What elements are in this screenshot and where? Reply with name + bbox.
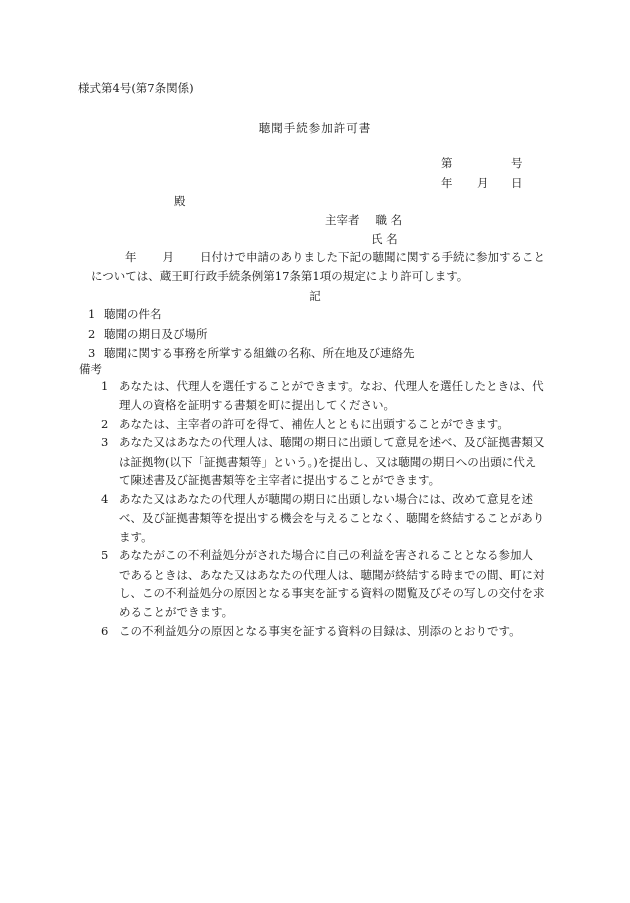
notes-heading: 備考	[79, 362, 102, 376]
addressee-suffix: 殿	[174, 194, 186, 208]
note-text: あなたは、代理人を選任することができます。なお、代理人を選任したときは、代	[119, 379, 544, 393]
note-line	[119, 567, 545, 583]
note-text: あなた又はあなたの代理人が聴聞の期日に出頭しない場合には、改めて意見を述	[119, 492, 533, 506]
note-line	[101, 378, 544, 394]
list-item: 1 聴聞の件名	[88, 307, 162, 321]
note-text: であるときは、あなた又はあなたの代理人は、聴聞が終結する時までの間、町に対	[119, 568, 545, 582]
date-day: 日	[511, 176, 523, 190]
note-line	[119, 454, 536, 470]
note-line	[101, 434, 545, 450]
number-dai: 第	[441, 156, 453, 170]
list-item: 2 聴聞の期日及び場所	[88, 327, 208, 341]
note-text: めることができます。	[119, 605, 234, 619]
note-text: は証拠物(以下「証拠書類等」という。)を提出し、又は聴聞の期日への出頭に代え	[119, 455, 537, 469]
note-line	[119, 397, 395, 413]
note-text: 理人の資格を証明する書類を町に提出してください。	[119, 398, 395, 412]
note-text: あなたは、主宰者の許可を得て、補佐人とともに出頭することができます。	[119, 417, 509, 431]
note-number: 2	[101, 417, 109, 431]
note-line	[119, 585, 545, 601]
host-post-label: 職 名	[375, 213, 403, 227]
host-name-label: 氏 名	[371, 232, 398, 246]
host-name-line	[371, 231, 398, 247]
note-number: 6	[101, 624, 109, 638]
body-line-1-text: 日付けで申請のありました下記の聴聞に関する手続に参加すること	[200, 250, 545, 264]
body-line-1	[91, 249, 545, 265]
note-text: べ、及び証拠書類等を提出する機会を与えることなく、聴聞を終結することがあり	[119, 511, 545, 525]
note-text: あなた又はあなたの代理人は、聴聞の期日に出頭して意見を述べ、及び証拠書類又	[119, 435, 545, 449]
document-title: 聴聞手続参加許可書	[258, 121, 372, 135]
note-number: 5	[101, 548, 109, 562]
note-line	[101, 416, 509, 432]
host-label: 主宰者	[325, 213, 360, 227]
note-line	[101, 491, 533, 507]
note-line	[101, 547, 533, 563]
note-line	[119, 510, 544, 526]
form-id: 様式第4号(第7条関係)	[78, 81, 194, 95]
note-text: し、この不利益処分の原因となる事実を証する資料の閲覧及びその写しの交付を求	[119, 586, 545, 600]
note-line	[119, 529, 153, 545]
body-month: 月	[162, 250, 174, 264]
host-post-line	[325, 212, 402, 228]
note-line	[119, 472, 440, 488]
note-line	[101, 623, 521, 639]
note-number: 1	[101, 379, 109, 393]
list-item: 3 聴聞に関する事務を所掌する組織の名称、所在地及び連絡先	[88, 346, 415, 360]
note-text: あなたがこの不利益処分がされた場合に自己の利益を害されることとなる参加人	[119, 548, 533, 562]
date-year: 年	[441, 176, 453, 190]
note-text: て陳述書及び証拠書類等を主宰者に提出することができます。	[119, 473, 441, 487]
note-line	[119, 604, 233, 620]
date-month: 月	[477, 176, 489, 190]
note-text: この不利益処分の原因となる事実を証する資料の目録は、別添のとおりです。	[119, 624, 521, 638]
body-line-2: については、蔵王町行政手続条例第17条第1項の規定により許可します。	[91, 269, 469, 283]
note-number: 4	[101, 492, 109, 506]
number-go: 号	[511, 156, 523, 170]
ki-heading: 記	[309, 289, 321, 303]
note-text: ます。	[119, 530, 153, 544]
note-number: 3	[101, 435, 109, 449]
body-year: 年	[125, 250, 137, 264]
